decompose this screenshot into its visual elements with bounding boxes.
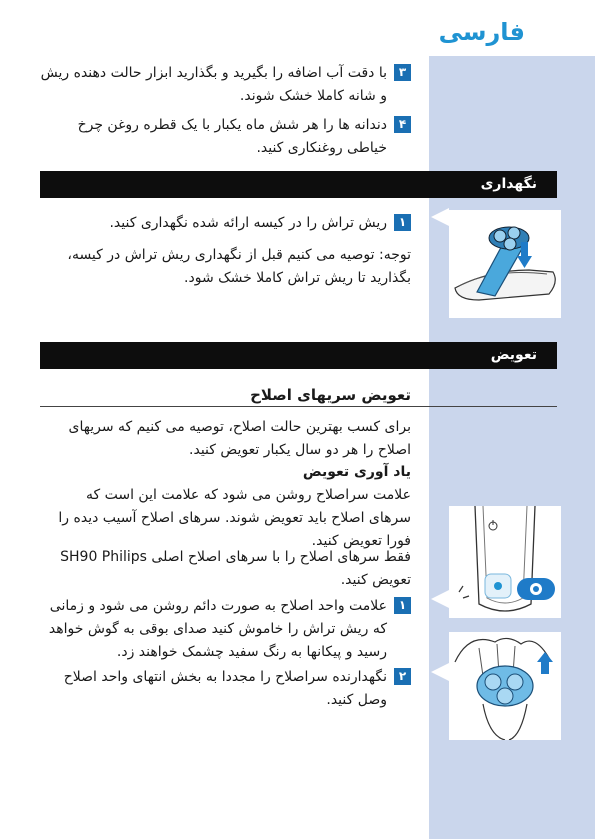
step-number-badge: ۲ <box>394 668 411 685</box>
replacement-step-2 <box>40 666 411 712</box>
cleaning-step-3 <box>40 62 411 108</box>
step-number-badge: ۱ <box>394 214 411 231</box>
divider <box>40 406 557 407</box>
storage-note: توجه: توصیه می کنیم قبل از نگهداری ریش تراش در کیسه، بگذارید تا ریش تراش کاملا خشک شود. <box>67 247 411 286</box>
step-text: دندانه ها را هر شش ماه یکبار با یک قطره روغن چرخ خیاطی روغنکاری کنید. <box>77 117 387 156</box>
step-text: ریش تراش را در کیسه ارائه شده نگهداری کنید. <box>109 215 387 231</box>
section-bar-storage <box>40 171 557 198</box>
storage-step-1 <box>40 212 411 235</box>
pointer-arrow <box>431 208 449 226</box>
step-text: با دقت آب اضافه را بگیرید و بگذارید ابزار حالت دهنده ریش و شانه کاملا خشک شوند. <box>40 65 387 104</box>
step-text: علامت واحد اصلاح به صورت دائم روشن می شود و زمانی که ریش تراش را خاموش کنید صدای بوقی به گوش خواهد رسید و پیکانها به رنگ سفید چشمک خواهند زد. <box>48 598 387 660</box>
reminder-text: علامت سراصلاح روشن می شود که علامت این است که سرهای اصلاح باید تعویض شوند. سرهای اصلاح آسیب دیده را فورا تعویض کنید. <box>58 487 411 549</box>
replacement-intro: برای کسب بهترین حالت اصلاح، توصیه می کنیم که سریهای اصلاح را هر دو سال یکبار تعویض کنید. <box>68 419 411 458</box>
step-number-badge: ۱ <box>394 597 411 614</box>
replace-note: فقط سرهای اصلاح را با سرهای اصلاح اصلی SH90 Philips تعویض کنید. <box>60 549 411 588</box>
subsection-title: تعویض سریهای اصلاح <box>250 386 411 404</box>
section-title: نگهداری <box>480 176 537 192</box>
cleaning-step-4 <box>40 114 411 160</box>
step-number-badge: ۳ <box>394 64 411 81</box>
language-heading: فارسی <box>438 18 525 46</box>
step-text: نگهدارنده سراصلاح را مجددا به بخش انتهای واحد اصلاح وصل کنید. <box>63 669 387 708</box>
pointer-arrow <box>431 590 449 608</box>
reminder-title: یاد آوری تعویض <box>302 464 411 480</box>
shaver-in-pouch-illustration <box>449 210 561 318</box>
section-bar-replacement <box>40 342 557 369</box>
section-title: تعویض <box>490 347 537 363</box>
replacement-step-1 <box>40 595 411 664</box>
step-number-badge: ۴ <box>394 116 411 133</box>
pointer-arrow <box>431 663 449 681</box>
shaving-head-replace-illustration <box>449 632 561 740</box>
shaver-display-illustration <box>449 506 561 618</box>
